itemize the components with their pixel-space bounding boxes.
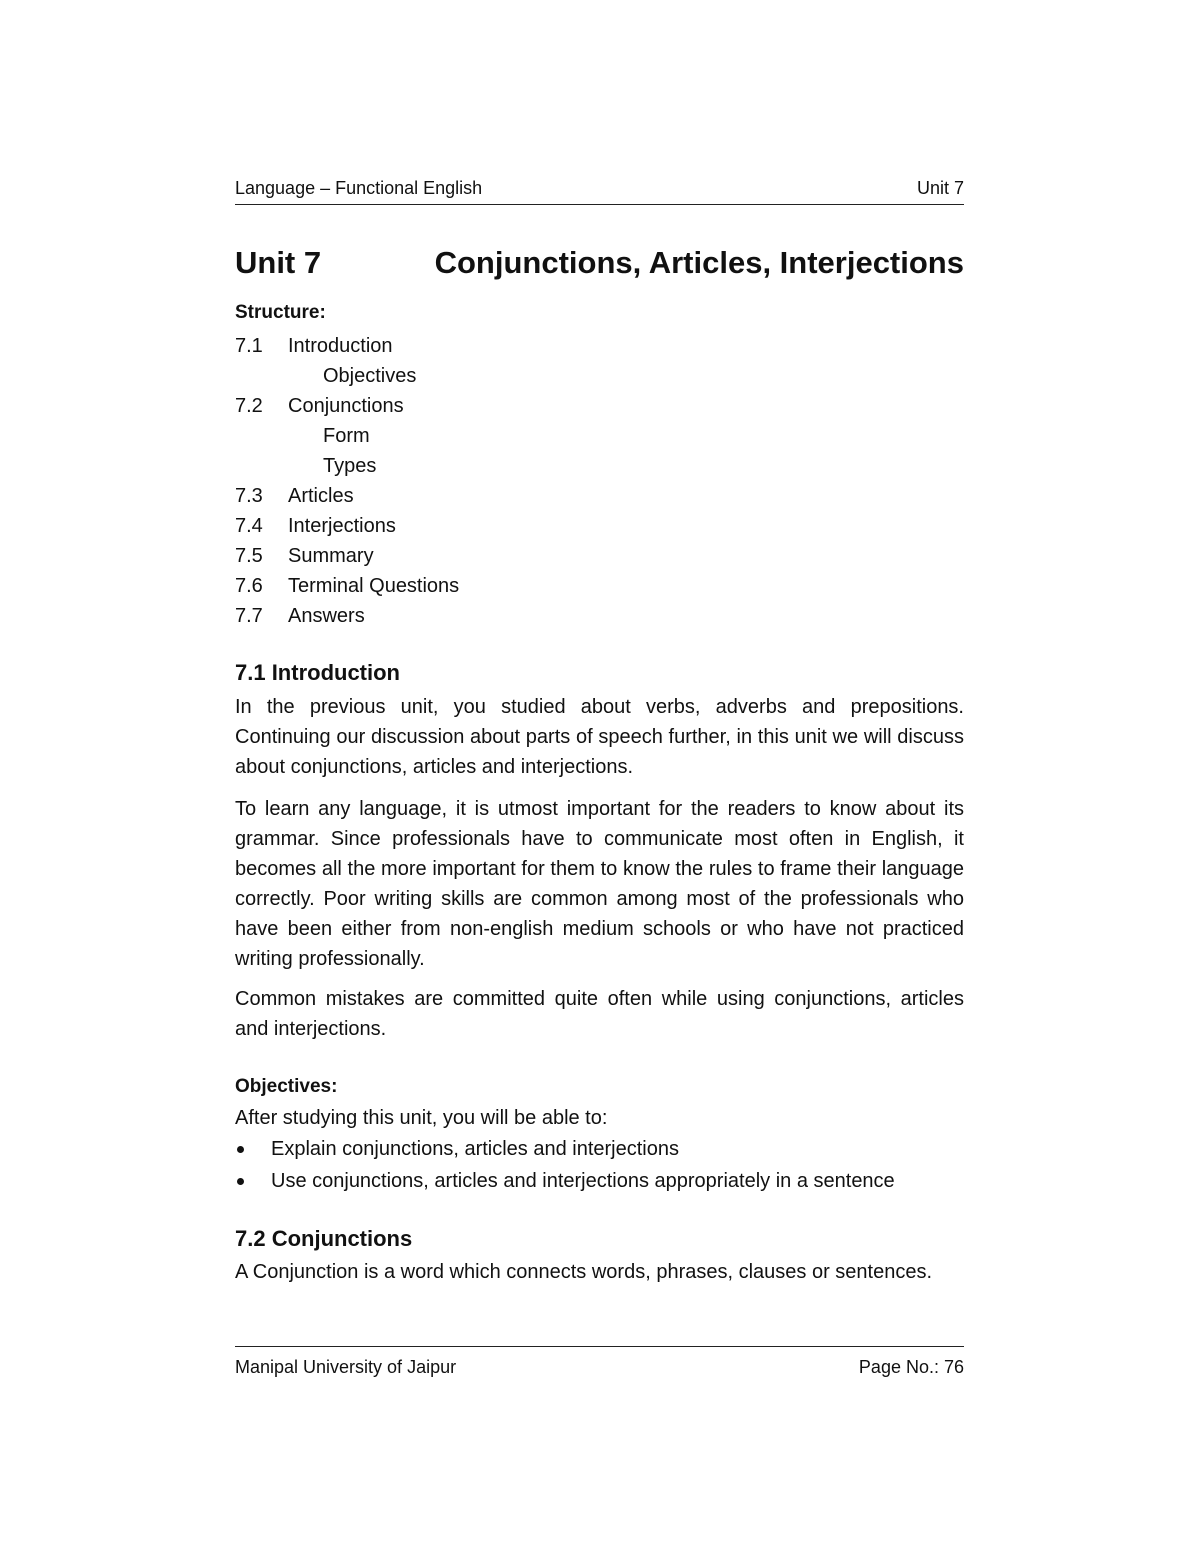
footer-institution: Manipal University of Jaipur — [235, 1357, 457, 1377]
header-course-title: Language – Functional English — [235, 178, 483, 198]
structure-item-label: Answers — [288, 605, 365, 627]
objective-text: Use conjunctions, articles and interjections appropriately in a sentence — [271, 1170, 895, 1192]
introduction-paragraph: To learn any language, it is utmost important for the readers to know about its grammar. Since professionals have to communicate most often in English, it becomes all the more important for them to know the rules to frame their language correctly. Poor writing skills are common among most of the professionals who have been either from non-english medium schools or who have not practiced writing professionally. — [235, 798, 964, 970]
structure-item-label: Objectives — [323, 365, 417, 387]
introduction-paragraph: Common mistakes are committed quite often while using conjunctions, articles and interjections. — [235, 988, 964, 1040]
unit-name: Conjunctions, Articles, Interjections — [434, 245, 964, 280]
structure-list — [235, 331, 964, 631]
conjunctions-paragraph: A Conjunction is a word which connects words, phrases, clauses or sentences. — [235, 1261, 933, 1283]
header-unit-label: Unit 7 — [916, 178, 964, 198]
structure-item — [235, 331, 964, 361]
structure-item-number: 7.3 — [235, 485, 263, 507]
conjunctions-heading: 7.2 Conjunctions — [235, 1226, 413, 1251]
objectives-intro: After studying this unit, you will be able to: — [235, 1107, 608, 1129]
structure-item-number: 7.4 — [235, 515, 263, 537]
structure-subitem — [235, 421, 964, 451]
structure-item-label: Introduction — [288, 335, 393, 357]
bullet-icon — [237, 1146, 244, 1153]
structure-item-label: Terminal Questions — [288, 575, 460, 597]
running-footer — [235, 1346, 964, 1387]
bullet-icon — [237, 1178, 244, 1185]
structure-subitem — [235, 361, 964, 391]
structure-subitem — [235, 451, 964, 481]
structure-item-label: Articles — [288, 485, 354, 507]
objectives-list — [235, 1133, 964, 1197]
structure-item — [235, 391, 964, 421]
unit-title — [235, 245, 964, 289]
structure-item-label: Types — [323, 455, 377, 477]
structure-item — [235, 601, 964, 631]
structure-item-number: 7.2 — [235, 395, 263, 417]
unit-number: Unit 7 — [235, 245, 322, 280]
footer-page-number: Page No.: 76 — [858, 1357, 964, 1377]
list-item — [235, 1165, 964, 1197]
structure-heading: Structure: — [235, 302, 326, 323]
structure-item-label: Conjunctions — [288, 395, 404, 417]
structure-item-label: Interjections — [288, 515, 396, 537]
introduction-paragraph: In the previous unit, you studied about verbs, adverbs and prepositions. Continuing our discussion about parts of speech further, in this unit we will discuss about conjunctions, articles and interjections. — [235, 696, 964, 778]
structure-item-number: 7.7 — [235, 605, 263, 627]
structure-item-label: Summary — [288, 545, 374, 567]
introduction-heading: 7.1 Introduction — [235, 660, 400, 685]
structure-item-number: 7.1 — [235, 335, 263, 357]
structure-item — [235, 541, 964, 571]
structure-item-number: 7.6 — [235, 575, 263, 597]
running-header — [235, 176, 964, 205]
structure-item — [235, 511, 964, 541]
document-page — [235, 0, 964, 1553]
objective-text: Explain conjunctions, articles and interjections — [271, 1138, 679, 1160]
structure-item-label: Form — [323, 425, 370, 447]
objectives-heading: Objectives: — [235, 1076, 338, 1097]
list-item — [235, 1133, 964, 1165]
structure-item-number: 7.5 — [235, 545, 263, 567]
structure-item — [235, 571, 964, 601]
structure-item — [235, 481, 964, 511]
